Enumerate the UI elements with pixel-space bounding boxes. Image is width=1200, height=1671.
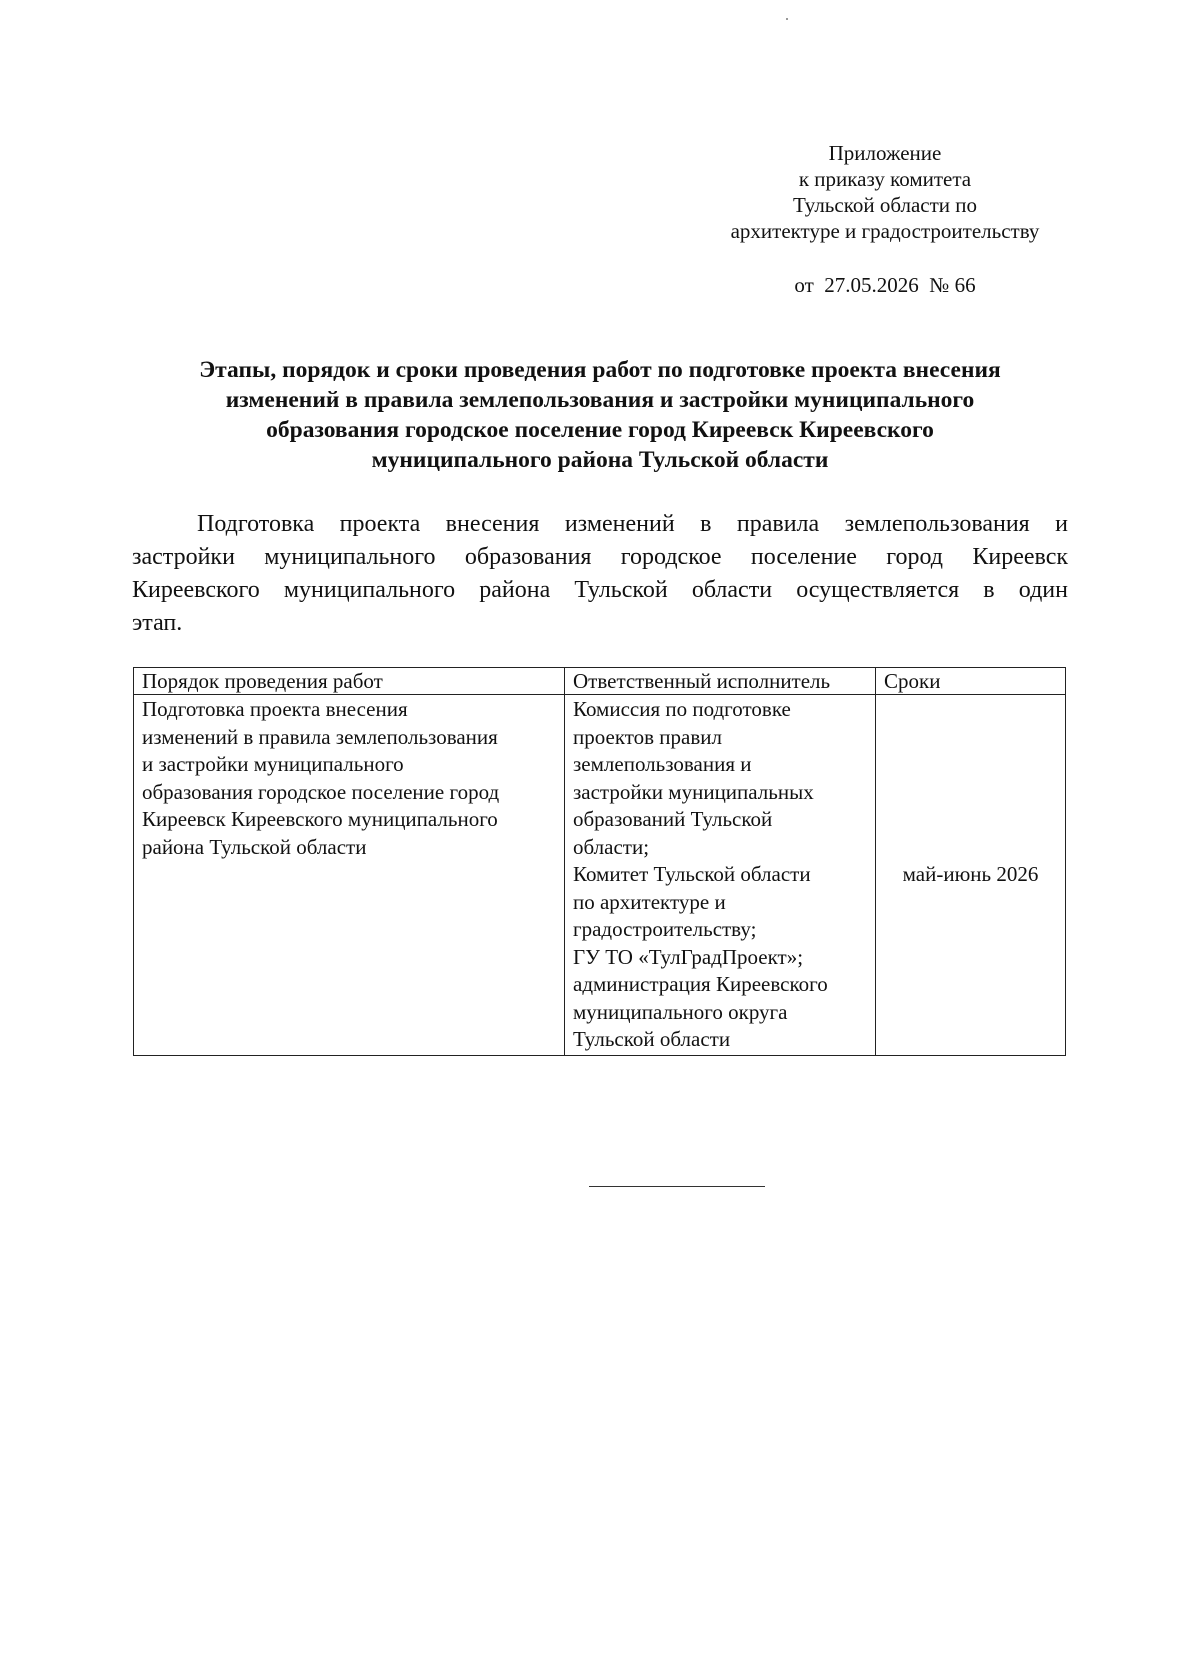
executor-line: ГУ ТО «ТулГрадПроект»; bbox=[573, 944, 804, 969]
cell-executor bbox=[565, 695, 876, 1056]
title-line: изменений в правила землепользования и застройки муниципального bbox=[225, 387, 975, 413]
document-title bbox=[130, 355, 1070, 475]
executor-line: Тульской области bbox=[573, 1027, 731, 1051]
order-line: и застройки муниципального bbox=[142, 752, 404, 776]
order-line: района Тульской области bbox=[142, 834, 367, 859]
intro-paragraph bbox=[132, 508, 1068, 640]
table-header-row bbox=[134, 668, 1066, 695]
title-line: Этапы, порядок и сроки проведения работ по подготовке проекта внесения bbox=[199, 357, 1001, 383]
appendix-header bbox=[700, 140, 1070, 244]
executor-line: градостроительству; bbox=[573, 917, 757, 941]
executor-line: администрация Киреевского bbox=[573, 972, 828, 996]
order-prefix: от bbox=[794, 273, 814, 297]
header-deadline: Сроки bbox=[876, 668, 1066, 695]
cell-deadline: май-июнь 2026 bbox=[876, 695, 1066, 1056]
executor-line: застройки муниципальных bbox=[573, 779, 814, 804]
executor-line: области; bbox=[573, 834, 650, 859]
intro-line: этап. bbox=[132, 610, 183, 636]
appendix-line: Приложение bbox=[828, 141, 942, 165]
closing-rule bbox=[589, 1186, 765, 1187]
header-order: Порядок проведения работ bbox=[134, 668, 565, 695]
order-reference bbox=[700, 273, 1070, 298]
appendix-line: Тульской области по bbox=[792, 193, 978, 217]
cell-order bbox=[134, 695, 565, 1056]
appendix-line: к приказу комитета bbox=[798, 167, 972, 191]
order-line: Киреевск Киреевского муниципального bbox=[142, 807, 498, 831]
stages-table bbox=[133, 667, 1066, 1056]
title-line: муниципального района Тульской области bbox=[371, 447, 829, 473]
executor-line: проектов правил bbox=[573, 724, 722, 749]
order-line: изменений в правила землепользования bbox=[142, 724, 498, 749]
executor-line: образований Тульской bbox=[573, 807, 773, 831]
intro-line: Подготовка проекта внесения изменений в правила землепользования и bbox=[197, 511, 1068, 537]
order-line: Подготовка проекта внесения bbox=[142, 697, 408, 721]
header-executor: Ответственный исполнитель bbox=[565, 668, 876, 695]
intro-line: Киреевского муниципального района Тульской области осуществляется в один bbox=[132, 577, 1068, 603]
order-date: 27.05.2026 bbox=[824, 273, 919, 297]
appendix-line: архитектуре и градостроительству bbox=[730, 219, 1040, 243]
intro-line: застройки муниципального образования городское поселение город Киреевск bbox=[132, 544, 1068, 570]
table-row bbox=[134, 695, 1066, 1056]
title-line: образования городское поселение город Киреевск Киреевского bbox=[266, 417, 934, 443]
order-number: № 66 bbox=[929, 273, 976, 297]
executor-line: по архитектуре и bbox=[573, 889, 726, 914]
executor-line: землепользования и bbox=[573, 752, 752, 776]
scan-speck bbox=[786, 18, 788, 20]
order-line: образования городское поселение город bbox=[142, 779, 500, 804]
executor-line: Комиссия по подготовке bbox=[573, 697, 791, 721]
executor-line: Комитет Тульской области bbox=[573, 862, 811, 886]
executor-line: муниципального округа bbox=[573, 999, 788, 1024]
